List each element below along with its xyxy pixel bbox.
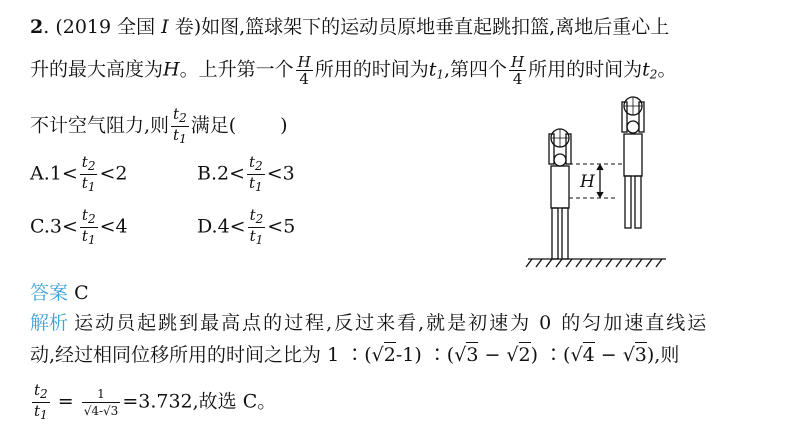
frac-t2: t xyxy=(34,381,41,399)
question-text-2b: 。上升第一个 xyxy=(179,58,294,81)
answer-label: 答案 xyxy=(30,282,69,304)
analysis-text-2c: ) ∶( xyxy=(530,344,571,366)
minus-sign: − xyxy=(478,344,507,366)
question-text-2c: 所用的时间为 xyxy=(314,58,429,81)
frac-t1: t xyxy=(81,174,88,192)
frac-den: 4 xyxy=(299,70,309,88)
option-c-fraction xyxy=(80,207,98,248)
athlete-standing xyxy=(549,129,571,259)
option-b-tail: <3 xyxy=(266,162,295,185)
frac-den: 4 xyxy=(512,70,523,88)
question-line-2 xyxy=(30,54,676,88)
analysis-line-1 xyxy=(30,310,708,336)
var-t2: t xyxy=(642,58,650,81)
question-line-3 xyxy=(30,106,288,147)
sqrt-2: 2 xyxy=(383,344,396,366)
athlete-jumping xyxy=(622,97,644,228)
option-d[interactable] xyxy=(197,207,295,248)
var-t1-sub: 1 xyxy=(436,67,444,82)
frac-t1-sub: 1 xyxy=(255,233,264,247)
height-label: H xyxy=(580,172,595,192)
analysis-label: 解析 xyxy=(30,312,69,334)
frac-t1: t xyxy=(249,174,256,192)
analysis-line-2: 动,经过相同位移所用的时间之比为 1 ∶(√2-1) ∶(√3 − √2) ∶(√4 − √3),则 xyxy=(30,344,680,366)
analysis-fraction-t2-t1 xyxy=(32,382,50,423)
analysis-text-3: =3.732,故选 C。 xyxy=(122,390,277,413)
analysis-text-2d: ),则 xyxy=(646,344,680,366)
option-d-fraction xyxy=(248,207,266,248)
frac-t1: t xyxy=(173,126,180,144)
option-c-label: C.3< xyxy=(30,215,78,238)
option-d-tail: <5 xyxy=(267,215,296,238)
fraction-H-over-4 xyxy=(296,54,313,87)
frac-t1-sub: 1 xyxy=(255,180,263,194)
fraction-t2-over-t1 xyxy=(171,106,189,147)
option-a[interactable] xyxy=(30,154,127,195)
frac-t1: t xyxy=(81,227,88,245)
frac-t2-sub: 2 xyxy=(179,111,187,125)
equals-sign: = xyxy=(57,390,74,413)
frac-t2-sub: 2 xyxy=(255,159,263,173)
question-text-2f: 。 xyxy=(657,58,677,81)
frac-num: H xyxy=(297,53,311,71)
frac-t2-sub: 2 xyxy=(87,159,96,173)
var-t1: t xyxy=(428,58,437,81)
frac-t1-sub: 1 xyxy=(87,233,96,247)
sqrt-4: 4 xyxy=(582,344,595,366)
analysis-fraction-value xyxy=(82,386,121,419)
question-text-2e: 所用的时间为 xyxy=(528,58,643,81)
question-text-2d: ,第四个 xyxy=(444,58,508,81)
question-text-3c: ) xyxy=(280,114,288,137)
option-a-fraction xyxy=(80,154,98,195)
frac-t1-sub: 1 xyxy=(40,408,48,422)
answer-value: C xyxy=(74,282,89,304)
frac-t2-sub: 2 xyxy=(40,387,48,401)
frac-t1-sub: 1 xyxy=(179,132,187,146)
option-b[interactable] xyxy=(197,154,295,195)
question-text-1: 卷)如图,篮球架下的运动员原地垂直起跳扣篮,离地后重心上 xyxy=(174,16,670,38)
frac-t2: t xyxy=(249,206,256,224)
frac-t2-sub: 2 xyxy=(255,212,264,226)
frac-t2: t xyxy=(81,206,88,224)
height-guides xyxy=(569,164,624,198)
option-d-label: D.4< xyxy=(197,215,246,238)
question-line-1 xyxy=(30,14,669,40)
frac-sqrt-diff: √4-√3 xyxy=(83,404,119,418)
sqrt-2b: 2 xyxy=(518,344,531,366)
sqrt-3b: 3 xyxy=(634,344,647,366)
frac-t2: t xyxy=(173,105,180,123)
question-number: 2 xyxy=(30,16,44,38)
height-arrow xyxy=(597,165,603,197)
question-text-3b: 满足( xyxy=(190,114,237,137)
option-a-tail: <2 xyxy=(99,162,128,185)
fraction-H-over-4-b xyxy=(509,54,526,87)
option-c[interactable] xyxy=(30,207,128,248)
analysis-text-2b: -1) ∶( xyxy=(395,344,455,366)
option-b-label: B.2< xyxy=(197,162,246,185)
var-t2-sub: 2 xyxy=(649,67,658,82)
question-text-3a: 不计空气阻力,则 xyxy=(30,114,170,137)
var-H: H xyxy=(163,58,180,81)
minus-sign-2: − xyxy=(594,344,623,366)
analysis-text-2a: 动,经过相同位移所用的时间之比为 1 ∶( xyxy=(30,344,372,366)
sqrt-3: 3 xyxy=(466,344,479,366)
question-source: . (2019 全国 xyxy=(43,16,156,38)
answer-line xyxy=(30,280,89,306)
analysis-line-3 xyxy=(30,382,276,423)
frac-t1: t xyxy=(249,227,256,245)
option-a-label: A.1< xyxy=(30,162,78,185)
frac-num: H xyxy=(511,53,525,71)
analysis-text-1: 运动员起跳到最高点的过程,反过来看,就是初速为 0 的匀加速直线运 xyxy=(74,312,709,334)
option-c-tail: <4 xyxy=(99,215,128,238)
frac-t2: t xyxy=(81,153,88,171)
basketball-jump-figure xyxy=(520,86,670,272)
frac-t1-sub: 1 xyxy=(87,180,96,194)
frac-one: 1 xyxy=(82,386,121,403)
ground-hatch xyxy=(526,259,662,267)
question-text-2a: 升的最大高度为 xyxy=(30,58,164,81)
option-b-fraction xyxy=(247,154,265,195)
question-source-roman: Ⅰ xyxy=(155,16,175,38)
frac-t2: t xyxy=(249,153,256,171)
frac-t1: t xyxy=(34,402,41,420)
frac-t2-sub: 2 xyxy=(87,212,96,226)
